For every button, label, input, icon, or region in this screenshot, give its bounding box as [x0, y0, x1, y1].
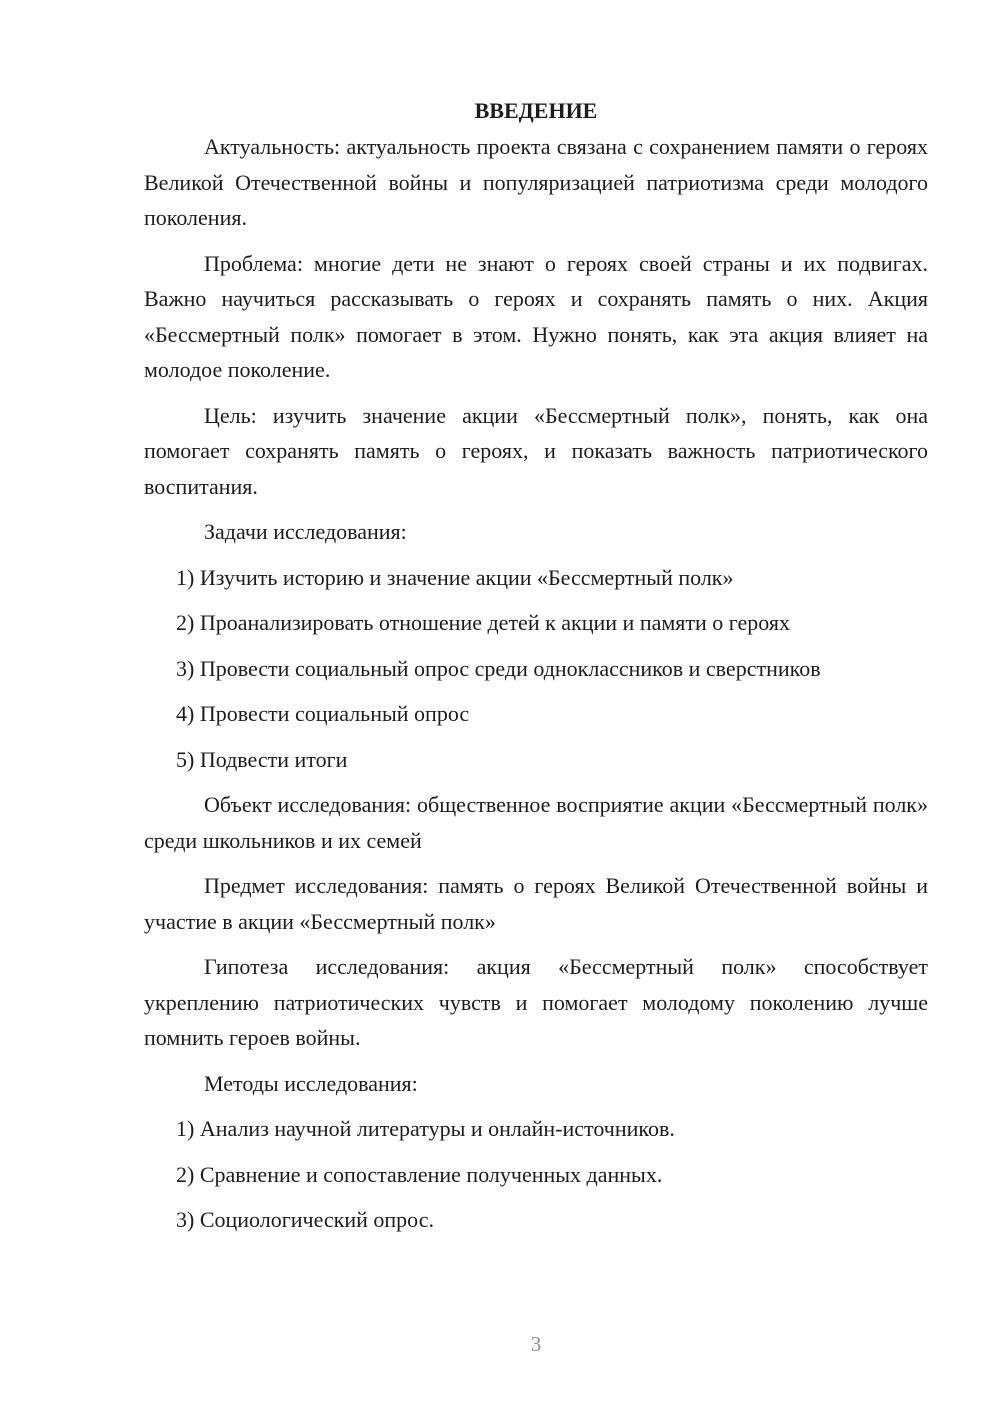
- paragraph-relevance: Актуальность: актуальность проекта связана с сохранением памяти о героях Великой Отечественной войны и популяризацией патриотизма среди молодого поколения.: [144, 134, 928, 230]
- methods-heading: Методы исследования:: [204, 1070, 418, 1096]
- list-item: 1) Изучить историю и значение акции «Бессмертный полк»: [176, 564, 734, 590]
- document-body: [144, 93, 928, 1248]
- list-item: 2) Сравнение и сопоставление полученных данных.: [176, 1161, 663, 1187]
- paragraph-subject: Предмет исследования: память о героях Великой Отечественной войны и участие в акции «Бессмертный полк»: [144, 873, 928, 934]
- list-item: 4) Провести социальный опрос: [176, 701, 470, 726]
- paragraph-problem: Проблема: многие дети не знают о героях своей страны и их подвигах. Важно научиться рассказывать о героях и сохранять память о них. Акция «Бессмертный полк» помогает в этом. Нужно понять, как эта акция влияет на молодое поколение.: [144, 250, 928, 382]
- paragraph-object: Объект исследования: общественное восприятие акции «Бессмертный полк» среди школьников и их семей: [144, 792, 928, 853]
- list-item: 3) Социологический опрос.: [176, 1207, 434, 1232]
- paragraph-hypothesis: Гипотеза исследования: акция «Бессмертный полк» способствует укреплению патриотических чувств и помогает молодому поколению лучше помнить героев войны.: [144, 954, 928, 1050]
- document-title: ВВЕДЕНИЕ: [474, 98, 598, 123]
- tasks-heading: Задачи исследования:: [204, 519, 407, 544]
- list-item: 1) Анализ научной литературы и онлайн-источников.: [176, 1116, 675, 1141]
- paragraph-goal: Цель: изучить значение акции «Бессмертный полк», понять, как она помогает сохранять память о героях, и показать важность патриотического воспитания.: [144, 402, 928, 499]
- methods-list: [144, 1111, 928, 1238]
- page-number: 3: [530, 1332, 542, 1356]
- list-item: 5) Подвести итоги: [176, 746, 348, 772]
- list-item: 2) Проанализировать отношение детей к акции и памяти о героях: [176, 610, 790, 635]
- list-item: 3) Провести социальный опрос среди одноклассников и сверстников: [176, 655, 821, 681]
- tasks-list: [144, 560, 928, 778]
